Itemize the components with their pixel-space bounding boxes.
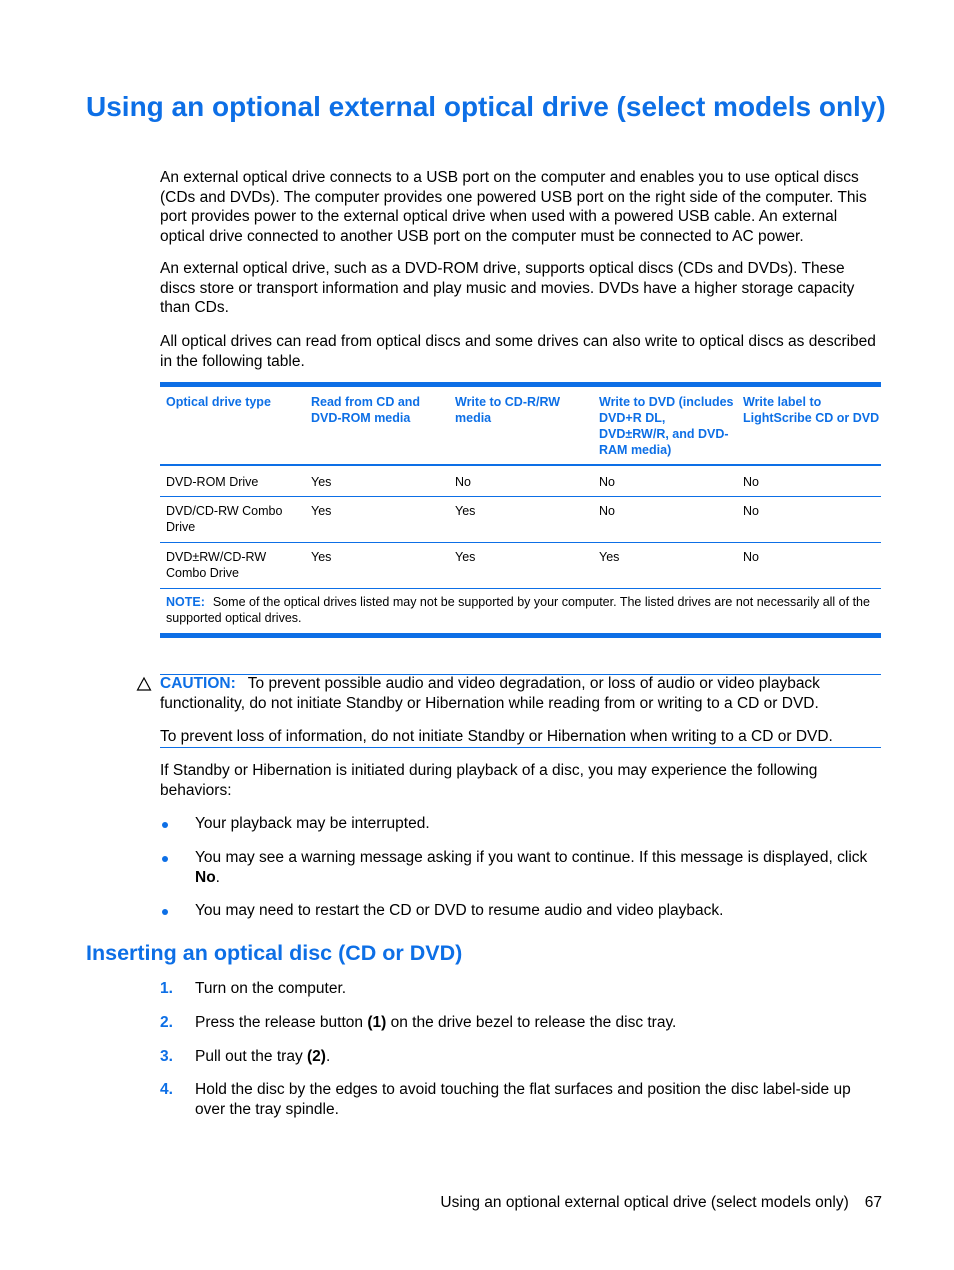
step-item [195, 1013, 885, 1033]
table-cell: No [455, 475, 471, 489]
table-cell: No [743, 504, 759, 518]
step-item: Turn on the computer. [195, 980, 347, 997]
table-header-cell: Write label to LightScribe CD or DVD [743, 395, 880, 425]
table-top-bar [160, 382, 881, 387]
note-text: Some of the optical drives listed may not be supported by your computer. The listed drives are not necessarily all of the supported optical drives. [166, 595, 870, 625]
bullet-item: You may need to restart the CD or DVD to resume audio and video playback. [195, 902, 724, 919]
table-note [166, 594, 878, 626]
table-cell: No [743, 550, 759, 564]
bullet-text: You may see a warning message asking if you want to continue. If this message is displayed, click [195, 849, 868, 866]
table-header-cell: Write to DVD (includes DVD+R DL, DVD±RW/R, and DVD-RAM media) [599, 395, 734, 457]
step-bold: (1) [367, 1014, 387, 1031]
table-cell: DVD±RW/CD-RW Combo Drive [166, 550, 267, 580]
table-cell: DVD/CD-RW Combo Drive [166, 504, 283, 534]
standby-intro: If Standby or Hibernation is initiated during playback of a disc, you may experience the following behaviors: [160, 762, 818, 799]
table-header-cell: Optical drive type [166, 395, 271, 409]
caution-triangle-icon [136, 676, 152, 692]
table-cell: Yes [311, 550, 332, 564]
caution-text-2: To prevent loss of information, do not initiate Standby or Hibernation when writing to a CD or DVD. [160, 728, 833, 745]
table-cell: DVD-ROM Drive [166, 475, 259, 489]
table-header-cell: Read from CD and DVD-ROM media [311, 395, 421, 425]
table-cell: Yes [311, 504, 332, 518]
bullet-text: . [215, 868, 220, 886]
bullet-dot [162, 909, 168, 915]
table-bottom-bar [160, 633, 881, 638]
caution-text-1: To prevent possible audio and video degradation, or loss of audio or video playback functionality, do not initiate Standby or Hibernation while reading from or writing to a CD or DVD. [160, 675, 820, 712]
step-text: . [325, 1048, 331, 1065]
page-number: 67 [864, 1194, 882, 1211]
step-number: 4. [160, 1081, 173, 1098]
table-row-rule [160, 588, 881, 589]
step-number: 2. [160, 1014, 173, 1031]
table-intro-paragraph: All optical drives can read from optical discs and some drives can also write to optical discs as described in the following table. [160, 333, 876, 370]
table-cell: Yes [311, 475, 332, 489]
page-title: Using an optional external optical drive (select models only) [86, 91, 886, 122]
step-text: on the drive bezel to release the disc tray. [390, 1014, 677, 1031]
table-row-rule [160, 496, 881, 497]
step-bold: (2) [307, 1048, 326, 1065]
table-cell: Yes [599, 550, 620, 564]
footer-text: Using an optional external optical drive (select models only) [440, 1194, 849, 1211]
step-number: 3. [160, 1048, 173, 1065]
bullet-dot [162, 856, 168, 862]
page-footer [440, 1193, 882, 1212]
step-text: Pull out the tray [195, 1048, 303, 1065]
caution-label: CAUTION: [160, 675, 236, 692]
intro-paragraph: An external optical drive connects to a USB port on the computer and enables you to use optical discs (CDs and DVDs). The computer provides one powered USB port on the right side of the computer. This port provides power to the external optical drive when used with a powered USB cable. An external optical drive connected to another USB port on the computer must be connected to AC power. [160, 169, 867, 245]
bullet-dot [162, 822, 168, 828]
step-number: 1. [160, 980, 173, 997]
table-cell: Yes [455, 550, 476, 564]
table-cell: No [599, 475, 615, 489]
caution-text [160, 674, 882, 713]
bullet-item: Your playback may be interrupted. [195, 815, 430, 832]
bullet-bold: No [195, 868, 216, 886]
note-label: NOTE: [166, 595, 205, 609]
table-cell: No [599, 504, 615, 518]
bullet-item [195, 848, 885, 887]
table-header-rule [160, 464, 881, 466]
table-row-rule [160, 542, 881, 543]
table-cell: No [743, 475, 759, 489]
step-item [195, 1047, 885, 1067]
step-item: Hold the disc by the edges to avoid touching the flat surfaces and position the disc label-side up over the tray spindle. [195, 1081, 851, 1118]
caution-bottom-rule [160, 747, 881, 748]
step-text: Press the release button [195, 1014, 364, 1031]
table-cell: Yes [455, 504, 476, 518]
table-header-cell: Write to CD-R/RW media [455, 395, 561, 425]
drive-paragraph: An external optical drive, such as a DVD-ROM drive, supports optical discs (CDs and DVDs). These discs store or transport information and play music and movies. DVDs have a higher storage capacity than CDs. [160, 260, 855, 317]
section-title: Inserting an optical disc (CD or DVD) [86, 941, 463, 965]
